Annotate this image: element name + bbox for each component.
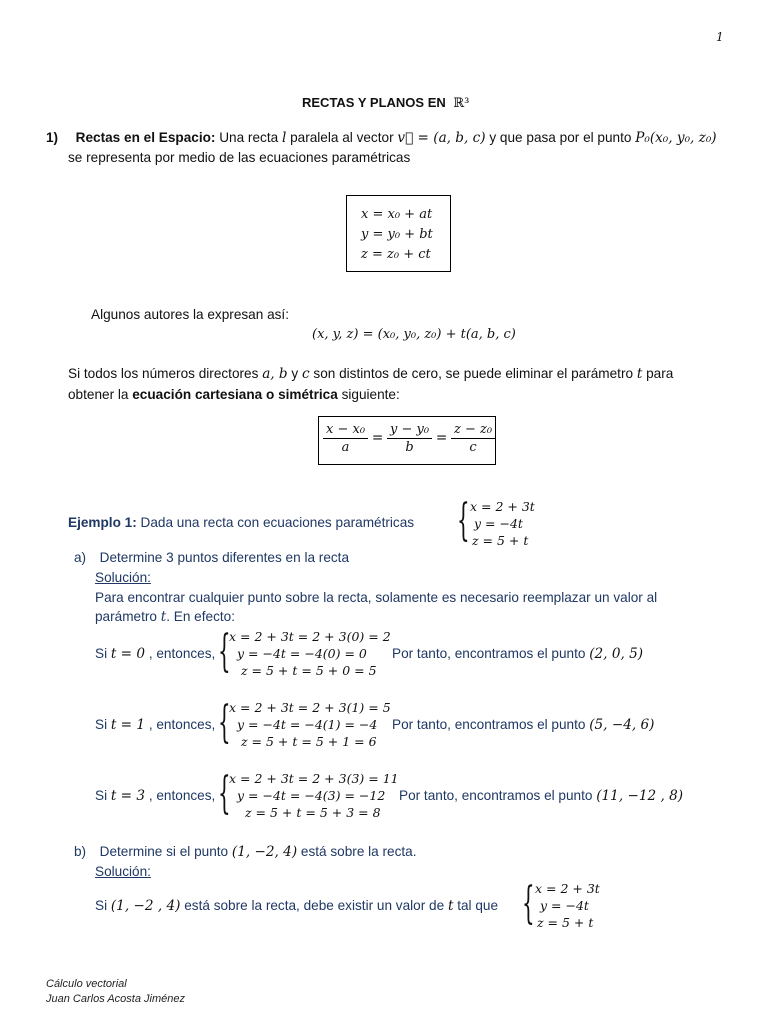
ex-eq-y: y = −4t: [474, 516, 523, 531]
directors-line2: [68, 387, 400, 402]
example-text: Dada una recta con ecuaciones paramétricas: [140, 515, 415, 530]
pb-si: Si: [95, 898, 108, 913]
dir-text-5: siguiente:: [341, 387, 400, 402]
frac-y: [387, 422, 432, 455]
title-text: RECTAS Y PLANOS EN: [302, 95, 446, 110]
frac-y-den: b: [405, 440, 414, 455]
pb-eq-x: x = 2 + 3t: [535, 881, 600, 896]
page-title: [302, 95, 469, 111]
symmetric-equation: [323, 422, 495, 455]
example-1-line: [68, 515, 414, 530]
title-symbol: ℝ³: [453, 96, 470, 111]
case1-eq-x: x = 2 + 3t = 2 + 3(1) = 5: [229, 700, 391, 715]
footer-author: Juan Carlos Acosta Jiménez: [46, 993, 185, 1005]
parametric-equations-box: [346, 195, 451, 272]
part-b-solution-label: Solución:: [95, 864, 151, 879]
dir-y: y: [291, 366, 299, 381]
sec1-text-a: Una recta: [219, 130, 279, 145]
authors-text: Algunos autores la expresan así:: [91, 307, 289, 322]
case3-point: (11, −12 , 8): [596, 788, 684, 804]
part-a-para-2: [95, 609, 235, 625]
case3-eq-y: y = −4t = −4(3) = −12: [237, 788, 386, 803]
frac-x-den: a: [341, 440, 350, 455]
p2-text-b: . En efecto:: [166, 609, 235, 624]
frac-z-num: z − z₀: [451, 422, 495, 439]
case0-eq-y: y = −4t = −4(0) = 0: [237, 646, 367, 661]
dir-text-2: son distintos de cero, se puede eliminar el parámetro: [313, 366, 634, 381]
eq-sign-1: =: [371, 430, 384, 447]
eq-sign-2: =: [435, 430, 448, 447]
case1-t: t = 1: [110, 717, 146, 733]
vector-form: (x, y, z) = (x₀, y₀, z₀) + t(a, b, c): [312, 327, 516, 342]
p2-t: t: [160, 609, 167, 625]
case0-si: Si: [95, 646, 108, 661]
case0-eq-z: z = 5 + t = 5 + 0 = 5: [241, 663, 377, 678]
case1-eq-y: y = −4t = −4(1) = −4: [237, 717, 378, 732]
sec1-text-b: paralela al vector: [290, 130, 394, 145]
frac-z-den: c: [469, 440, 477, 455]
case0-t: t = 0: [110, 646, 146, 662]
section-number: 1): [46, 130, 59, 145]
case3-entonces: , entonces,: [148, 788, 216, 803]
case3-brace: {: [218, 768, 231, 819]
part-b-text-a: Determine si el punto: [99, 844, 229, 859]
part-a-line: [74, 550, 349, 565]
case0-eq-x: x = 2 + 3t = 2 + 3(0) = 2: [229, 629, 391, 644]
case1-point: (5, −4, 6): [589, 717, 655, 733]
case1-entonces: , entonces,: [148, 717, 216, 732]
directors-line1: [68, 366, 673, 382]
dir-text-1: Si todos los números directores: [68, 366, 259, 381]
p2-text-a: parámetro: [95, 609, 157, 624]
part-b-sentence: [95, 898, 498, 914]
frac-x-num: x − x₀: [323, 422, 368, 439]
case-1-lead: [95, 717, 215, 733]
case1-eq-z: z = 5 + t = 5 + 1 = 6: [241, 734, 377, 749]
ex-eq-z: z = 5 + t: [472, 533, 529, 548]
pb-eq-y: y = −4t: [540, 898, 589, 913]
case0-brace: {: [218, 626, 231, 677]
section-heading: Rectas en el Espacio:: [75, 130, 216, 145]
pb-eq-z: z = 5 + t: [537, 915, 594, 930]
footer-course: Cálculo vectorial: [46, 978, 127, 990]
pb-text-b: está sobre la recta, debe existir un valor de: [184, 898, 445, 913]
case3-eq-z: z = 5 + t = 5 + 3 = 8: [245, 805, 381, 820]
case3-conclusion: [399, 788, 683, 804]
pb-point: (1, −2 , 4): [110, 898, 181, 914]
case-3-lead: [95, 788, 215, 804]
sec1-vector: v⃗ = (a, b, c): [397, 130, 486, 146]
case3-eq-x: x = 2 + 3t = 2 + 3(3) = 11: [229, 771, 399, 786]
dir-t: t: [636, 366, 643, 382]
dir-bold: ecuación cartesiana o simétrica: [132, 387, 338, 402]
sec1-point: P₀(x₀, y₀, z₀): [635, 130, 717, 146]
symmetric-equation-box: [318, 416, 496, 465]
case0-conclusion: [392, 646, 643, 662]
sec1-text-c: y que pasa por el punto: [489, 130, 632, 145]
case3-si: Si: [95, 788, 108, 803]
dir-text-4: obtener la: [68, 387, 129, 402]
section-1-line2: se representa por medio de las ecuaciones paramétricas: [68, 150, 411, 165]
sec1-l: l: [281, 130, 287, 146]
part-b-label: b): [74, 844, 87, 859]
case1-conclusion: [392, 717, 654, 733]
dir-vars: a, b: [262, 366, 288, 382]
frac-x: [323, 422, 368, 455]
page-number: 1: [716, 30, 724, 44]
section-1-line1: [46, 130, 717, 146]
part-a-label: a): [74, 550, 87, 565]
part-a-text: Determine 3 puntos diferentes en la recta: [99, 550, 350, 565]
case1-brace: {: [218, 697, 231, 748]
example-brace: {: [457, 495, 470, 546]
part-b-brace: {: [522, 878, 535, 929]
part-b-line: [74, 844, 417, 860]
pb-text-c: tal que: [457, 898, 499, 913]
case-0-lead: [95, 646, 215, 662]
example-label: Ejemplo 1:: [68, 515, 137, 530]
case3-conclusion-text: Por tanto, encontramos el punto: [399, 788, 593, 803]
frac-y-num: y − y₀: [387, 422, 432, 439]
part-b-point: (1, −2, 4): [231, 844, 298, 860]
case0-entonces: , entonces,: [148, 646, 216, 661]
ex-eq-x: x = 2 + 3t: [470, 499, 535, 514]
param-y: y = y₀ + bt: [361, 227, 433, 242]
dir-text-3: para: [646, 366, 674, 381]
frac-z: [451, 422, 495, 455]
case1-conclusion-text: Por tanto, encontramos el punto: [392, 717, 586, 732]
part-a-para-1: Para encontrar cualquier punto sobre la recta, solamente es necesario reemplazar un valor al: [95, 590, 658, 605]
dir-c: c: [302, 366, 310, 382]
case3-t: t = 3: [110, 788, 146, 804]
case0-conclusion-text: Por tanto, encontramos el punto: [392, 646, 586, 661]
param-z: z = z₀ + ct: [361, 247, 431, 262]
param-x: x = x₀ + at: [361, 207, 433, 222]
case1-si: Si: [95, 717, 108, 732]
part-b-text-b: está sobre la recta.: [300, 844, 417, 859]
pb-t: t: [447, 898, 454, 914]
case0-point: (2, 0, 5): [589, 646, 644, 662]
part-a-solution-label: Solución:: [95, 570, 151, 585]
